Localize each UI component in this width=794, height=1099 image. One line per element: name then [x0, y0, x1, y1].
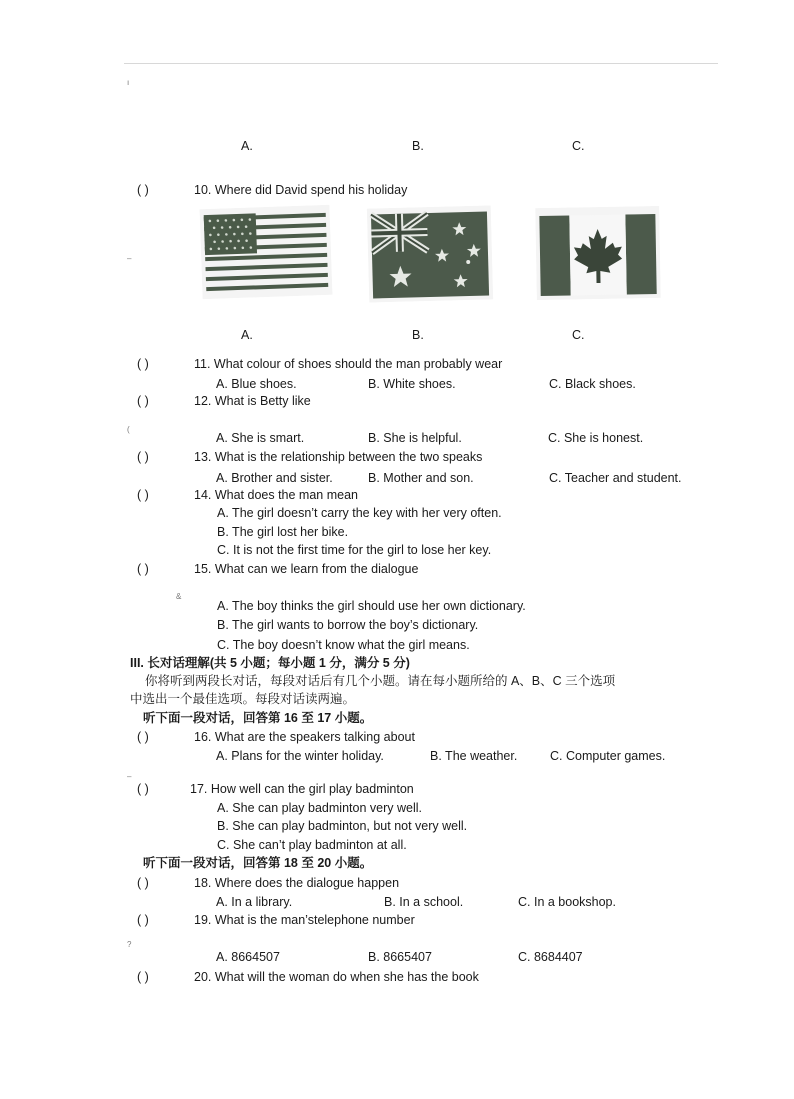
section-3-instructions-line2: 中选出一个最佳选项。每段对话读两遍。	[130, 692, 356, 706]
top-rule	[124, 63, 718, 64]
q13-option-a[interactable]: A. Brother and sister.	[216, 471, 333, 485]
answer-paren-20[interactable]: ( )	[137, 970, 149, 984]
answer-paren-19[interactable]: ( )	[137, 913, 149, 927]
australia-flag-image[interactable]	[367, 205, 493, 302]
q9-option-a: A.	[241, 139, 253, 153]
q14-option-c[interactable]: C. It is not the first time for the girl to lose her key.	[217, 543, 492, 557]
q15-option-a[interactable]: A. The boy thinks the girl should use her own dictionary.	[217, 599, 526, 613]
question-16: 16. What are the speakers talking about	[194, 730, 415, 744]
q14-option-b[interactable]: B. The girl lost her bike.	[217, 525, 349, 539]
answer-paren-13[interactable]: ( )	[137, 450, 149, 464]
canada-flag-image[interactable]	[535, 206, 661, 300]
answer-paren-10[interactable]: ( )	[137, 183, 149, 197]
question-12: 12. What is Betty like	[194, 394, 311, 408]
q9-option-b: B.	[412, 139, 424, 153]
q19-option-c[interactable]: C. 8684407	[518, 950, 583, 964]
q10-option-c[interactable]: C.	[572, 328, 585, 342]
answer-paren-14[interactable]: ( )	[137, 488, 149, 502]
q15-option-c[interactable]: C. The boy doesn’t know what the girl means.	[217, 638, 470, 652]
q10-option-a[interactable]: A.	[241, 328, 253, 342]
q17-option-a[interactable]: A. She can play badminton very well.	[217, 801, 422, 815]
q13-option-b[interactable]: B. Mother and son.	[368, 471, 474, 485]
answer-paren-17[interactable]: ( )	[137, 782, 149, 796]
q13-option-c[interactable]: C. Teacher and student.	[549, 471, 682, 485]
question-20: 20. What will the woman do when she has the book	[194, 970, 479, 984]
q19-option-a[interactable]: A. 8664507	[216, 950, 280, 964]
q16-option-c[interactable]: C. Computer games.	[550, 749, 666, 763]
q17-option-b[interactable]: B. She can play badminton, but not very well.	[217, 819, 468, 833]
section-3-instructions-line1: 你将听到两段长对话，每段对话后有几个小题。请在每小题所给的 A、B、C 三个选项	[145, 674, 616, 688]
question-19: 19. What is the man’stelephone number	[194, 913, 415, 927]
question-17: 17. How well can the girl play badminton	[190, 782, 414, 796]
question-15: 15. What can we learn from the dialogue	[194, 562, 419, 576]
answer-paren-12[interactable]: ( )	[137, 394, 149, 408]
question-13: 13. What is the relationship between the two speaks	[194, 450, 483, 464]
answer-paren-18[interactable]: ( )	[137, 876, 149, 890]
q12-option-a[interactable]: A. She is smart.	[216, 431, 305, 445]
q19-option-b[interactable]: B. 8665407	[368, 950, 432, 964]
stray-mark: (	[127, 425, 130, 434]
answer-paren-11[interactable]: ( )	[137, 357, 149, 371]
q18-option-b[interactable]: B. In a school.	[384, 895, 464, 909]
question-10: 10. Where did David spend his holiday	[194, 183, 408, 197]
q16-option-b[interactable]: B. The weather.	[430, 749, 518, 763]
q15-option-b[interactable]: B. The girl wants to borrow the boy’s dictionary.	[217, 618, 479, 632]
stray-mark: ı	[127, 78, 130, 87]
q18-option-a[interactable]: A. In a library.	[216, 895, 293, 909]
stray-mark: –	[127, 254, 132, 263]
question-11: 11. What colour of shoes should the man probably wear	[194, 357, 503, 371]
usa-flag-image[interactable]	[199, 205, 332, 299]
question-18: 18. Where does the dialogue happen	[194, 876, 400, 890]
q11-option-a[interactable]: A. Blue shoes.	[216, 377, 297, 391]
q10-option-b[interactable]: B.	[412, 328, 424, 342]
stray-mark: –	[127, 772, 132, 781]
q18-option-c[interactable]: C. In a bookshop.	[518, 895, 616, 909]
q17-option-c[interactable]: C. She can’t play badminton at all.	[217, 838, 407, 852]
answer-paren-15[interactable]: ( )	[137, 562, 149, 576]
question-14: 14. What does the man mean	[194, 488, 358, 502]
q9-option-c: C.	[572, 139, 585, 153]
stray-mark: ?	[127, 940, 132, 949]
q11-option-b[interactable]: B. White shoes.	[368, 377, 456, 391]
q16-option-a[interactable]: A. Plans for the winter holiday.	[216, 749, 384, 763]
dialogue-2-instruction: 听下面一段对话，回答第 18 至 20 小题。	[143, 856, 373, 870]
section-3-heading: III. 长对话理解(共 5 小题；每小题 1 分，满分 5 分)	[130, 656, 410, 670]
q12-option-c[interactable]: C. She is honest.	[548, 431, 644, 445]
q12-option-b[interactable]: B. She is helpful.	[368, 431, 462, 445]
answer-paren-16[interactable]: ( )	[137, 730, 149, 744]
q14-option-a[interactable]: A. The girl doesn’t carry the key with her very often.	[217, 506, 502, 520]
q11-option-c[interactable]: C. Black shoes.	[549, 377, 636, 391]
stray-mark: &	[176, 592, 182, 601]
dialogue-1-instruction: 听下面一段对话，回答第 16 至 17 小题。	[143, 711, 373, 725]
